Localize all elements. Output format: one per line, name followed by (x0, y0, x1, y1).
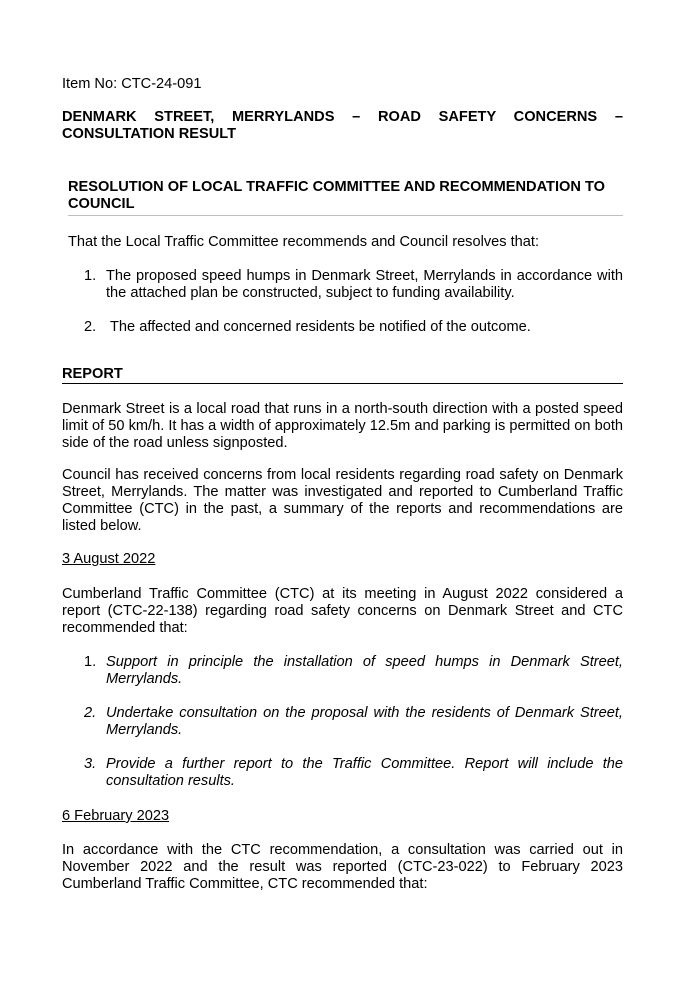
title-line-2: CONSULTATION RESULT (62, 126, 237, 142)
resolution-heading: RESOLUTION OF LOCAL TRAFFIC COMMITTEE AND RECOMMENDATION TO COUNCIL (68, 179, 623, 216)
item-number: Item No: CTC-24-091 (62, 76, 202, 92)
resolution-intro: That the Local Traffic Committee recommends and Council resolves that: (68, 234, 539, 250)
resolution-item-number: 2. (84, 319, 97, 335)
report-heading-rule (62, 383, 623, 384)
recommendation-number: 1. (84, 654, 97, 670)
recommendation-text: Support in principle the installation of speed humps in Denmark Street, Merrylands. (106, 654, 623, 687)
recommendation-number: 2. (84, 705, 97, 721)
recommendation-number: 3. (84, 756, 97, 772)
recommendation-text: Undertake consultation on the proposal with the residents of Denmark Street, Merrylands. (106, 705, 623, 738)
resolution-item-number: 1. (84, 268, 97, 284)
report-paragraph-3: Cumberland Traffic Committee (CTC) at its meeting in August 2022 considered a report (CTC-22-138) regarding road safety concerns on Denmark Street and CTC recommended that: (62, 586, 623, 636)
resolution-item-text: The proposed speed humps in Denmark Street, Merrylands in accordance with the attached plan be constructed, subject to funding availability. (106, 268, 623, 301)
recommendation-item (62, 756, 623, 790)
report-paragraph-1: Denmark Street is a local road that runs in a north-south direction with a posted speed limit of 50 km/h. It has a width of approximately 12.5m and parking is permitted on both side of the road unless signposted. (62, 401, 623, 451)
resolution-section (68, 179, 623, 216)
document-title (62, 109, 623, 143)
resolution-item-text: The affected and concerned residents be notified of the outcome. (110, 319, 531, 335)
recommendation-item (62, 654, 623, 688)
report-paragraph-4: In accordance with the CTC recommendation, a consultation was carried out in November 2022 and the result was reported (CTC-23-022) to February 2023 Cumberland Traffic Committee, CTC recommended that: (62, 842, 623, 892)
recommendation-item (62, 705, 623, 739)
date-heading-2: 6 February 2023 (62, 808, 170, 824)
date-heading-1: 3 August 2022 (62, 551, 156, 567)
report-paragraph-2: Council has received concerns from local residents regarding road safety on Denmark Street, Merrylands. The matter was investigated and reported to Cumberland Traffic Committee (CTC) in the past, a summary of the reports and recommendations are listed below. (62, 467, 623, 534)
resolution-item (62, 319, 623, 336)
recommendation-text: Provide a further report to the Traffic Committee. Report will include the consultation results. (106, 756, 623, 789)
resolution-item (62, 268, 623, 302)
report-heading: REPORT (62, 366, 123, 382)
title-line-1: DENMARK STREET, MERRYLANDS – ROAD SAFETY CONCERNS – (62, 109, 623, 125)
